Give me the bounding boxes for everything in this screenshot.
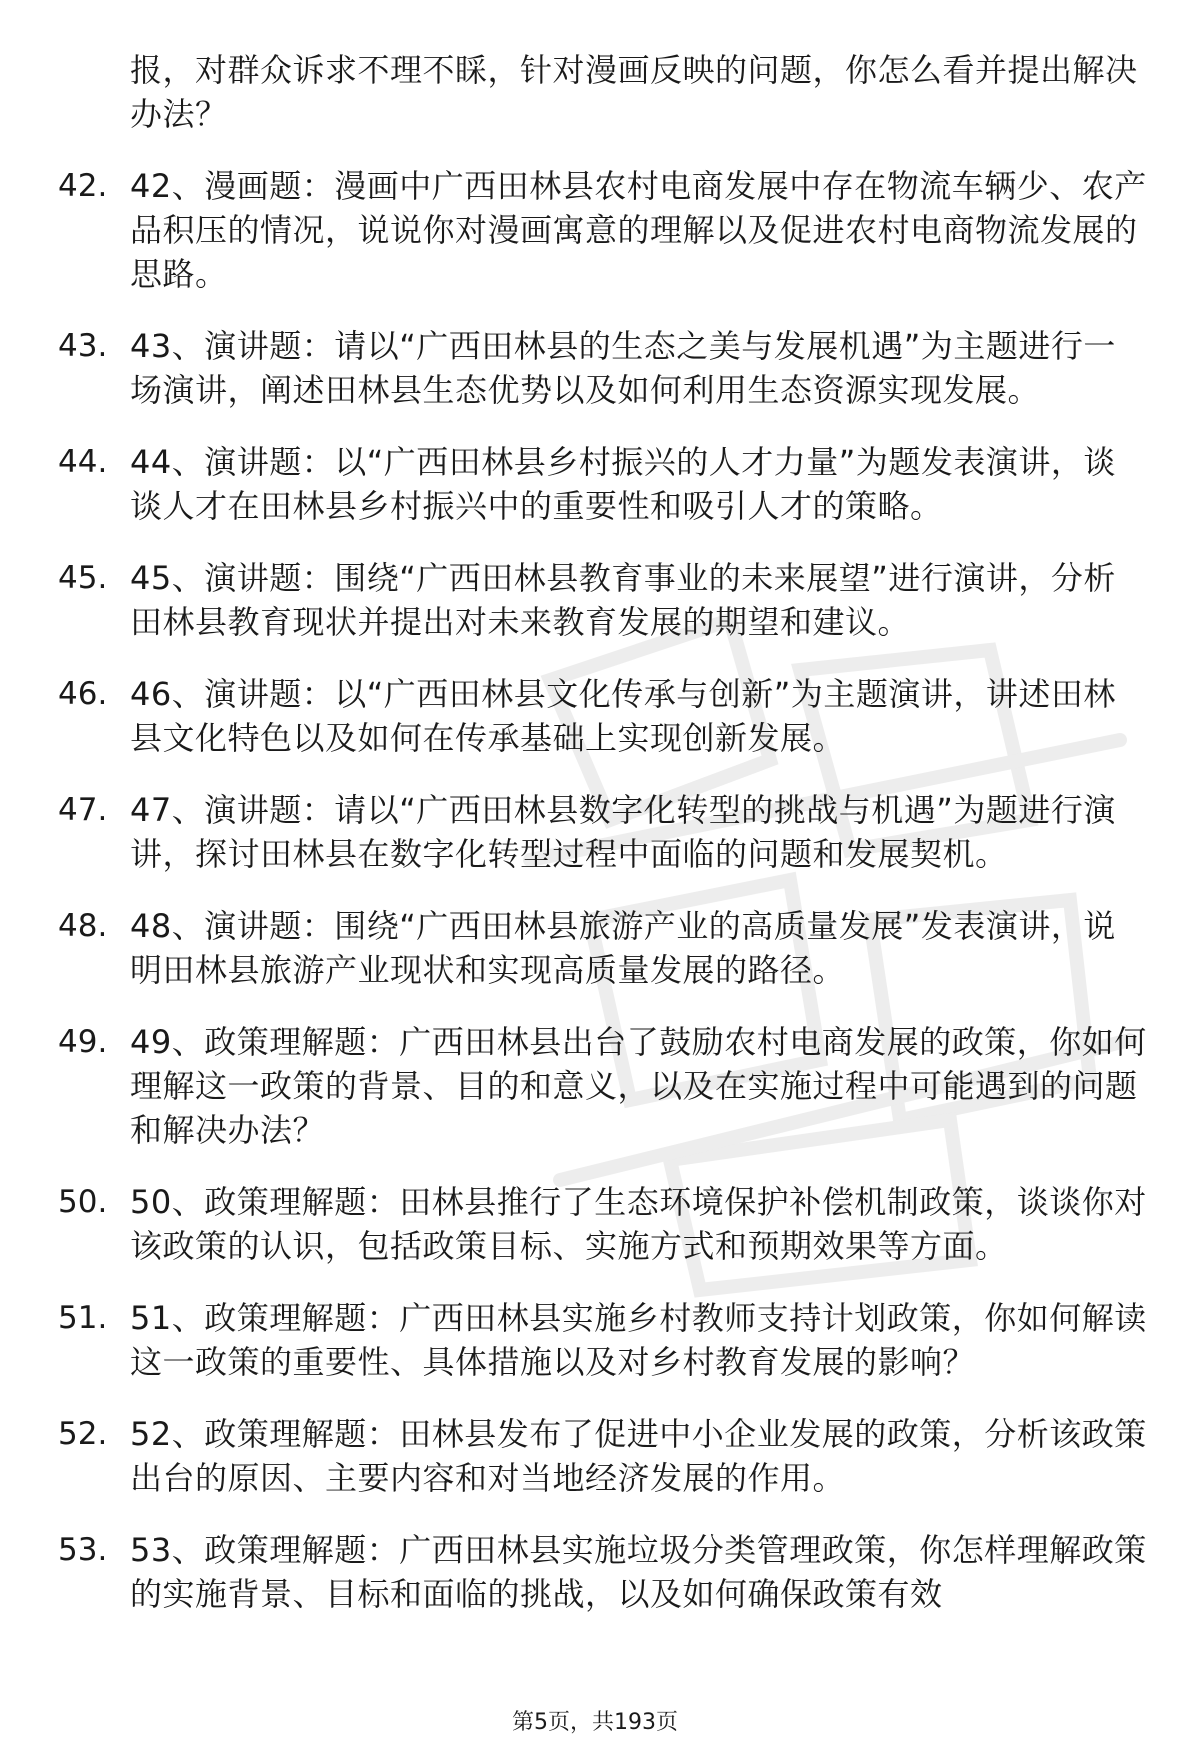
item-number: 47. [58,792,108,828]
item-number: 51. [58,1300,108,1336]
item-number: 42. [58,168,108,204]
list-item [58,904,1148,992]
list-item [58,672,1148,760]
list-item [58,1180,1148,1268]
item-text: 50、政策理解题：田林县推行了生态环境保护补偿机制政策，谈谈你对该政策的认识，包括政策目标、实施方式和预期效果等方面。 [130,1183,1147,1265]
item-number: 46. [58,676,108,712]
item-text: 44、演讲题：以“广西田林县乡村振兴的人才力量”为题发表演讲，谈谈人才在田林县乡村振兴中的重要性和吸引人才的策略。 [130,443,1116,525]
item-number: 52. [58,1416,108,1452]
item-text: 43、演讲题：请以“广西田林县的生态之美与发展机遇”为主题进行一场演讲，阐述田林县生态优势以及如何利用生态资源实现发展。 [130,327,1116,409]
list-item [58,164,1148,296]
item-number: 48. [58,908,108,944]
question-list [58,48,1148,1644]
item-text: 47、演讲题：请以“广西田林县数字化转型的挑战与机遇”为题进行演讲，探讨田林县在数字化转型过程中面临的问题和发展契机。 [130,791,1116,873]
list-item [58,324,1148,412]
item-text: 42、漫画题：漫画中广西田林县农村电商发展中存在物流车辆少、农产品积压的情况，说说你对漫画寓意的理解以及促进农村电商物流发展的思路。 [130,167,1147,293]
item-text: 53、政策理解题：广西田林县实施垃圾分类管理政策，你怎样理解政策的实施背景、目标和面临的挑战，以及如何确保政策有效 [130,1531,1147,1613]
list-item [58,48,1148,136]
item-text: 51、政策理解题：广西田林县实施乡村教师支持计划政策，你如何解读这一政策的重要性、具体措施以及对乡村教育发展的影响？ [130,1299,1147,1381]
item-number: 53. [58,1532,108,1568]
list-item [58,1412,1148,1500]
item-text: 49、政策理解题：广西田林县出台了鼓励农村电商发展的政策，你如何理解这一政策的背景、目的和意义，以及在实施过程中可能遇到的问题和解决办法？ [130,1023,1147,1149]
list-item [58,556,1148,644]
item-text: 52、政策理解题：田林县发布了促进中小企业发展的政策，分析该政策出台的原因、主要内容和对当地经济发展的作用。 [130,1415,1147,1497]
item-number: 43. [58,328,108,364]
list-item [58,1020,1148,1152]
list-item [58,440,1148,528]
item-number: 49. [58,1024,108,1060]
item-number: 44. [58,444,108,480]
list-item [58,1296,1148,1384]
item-text: 46、演讲题：以“广西田林县文化传承与创新”为主题演讲，讲述田林县文化特色以及如何在传承基础上实现创新发展。 [130,675,1116,757]
item-number: 50. [58,1184,108,1220]
item-text: 报，对群众诉求不理不睬，针对漫画反映的问题，你怎么看并提出解决办法？ [130,51,1138,133]
list-item [58,788,1148,876]
list-item [58,1528,1148,1616]
page-footer: 第5页，共193页 [512,1710,678,1735]
item-text: 45、演讲题：围绕“广西田林县教育事业的未来展望”进行演讲，分析田林县教育现状并提出对未来教育发展的期望和建议。 [130,559,1116,641]
item-text: 48、演讲题：围绕“广西田林县旅游产业的高质量发展”发表演讲，说明田林县旅游产业现状和实现高质量发展的路径。 [130,907,1116,989]
item-number: 45. [58,560,108,596]
